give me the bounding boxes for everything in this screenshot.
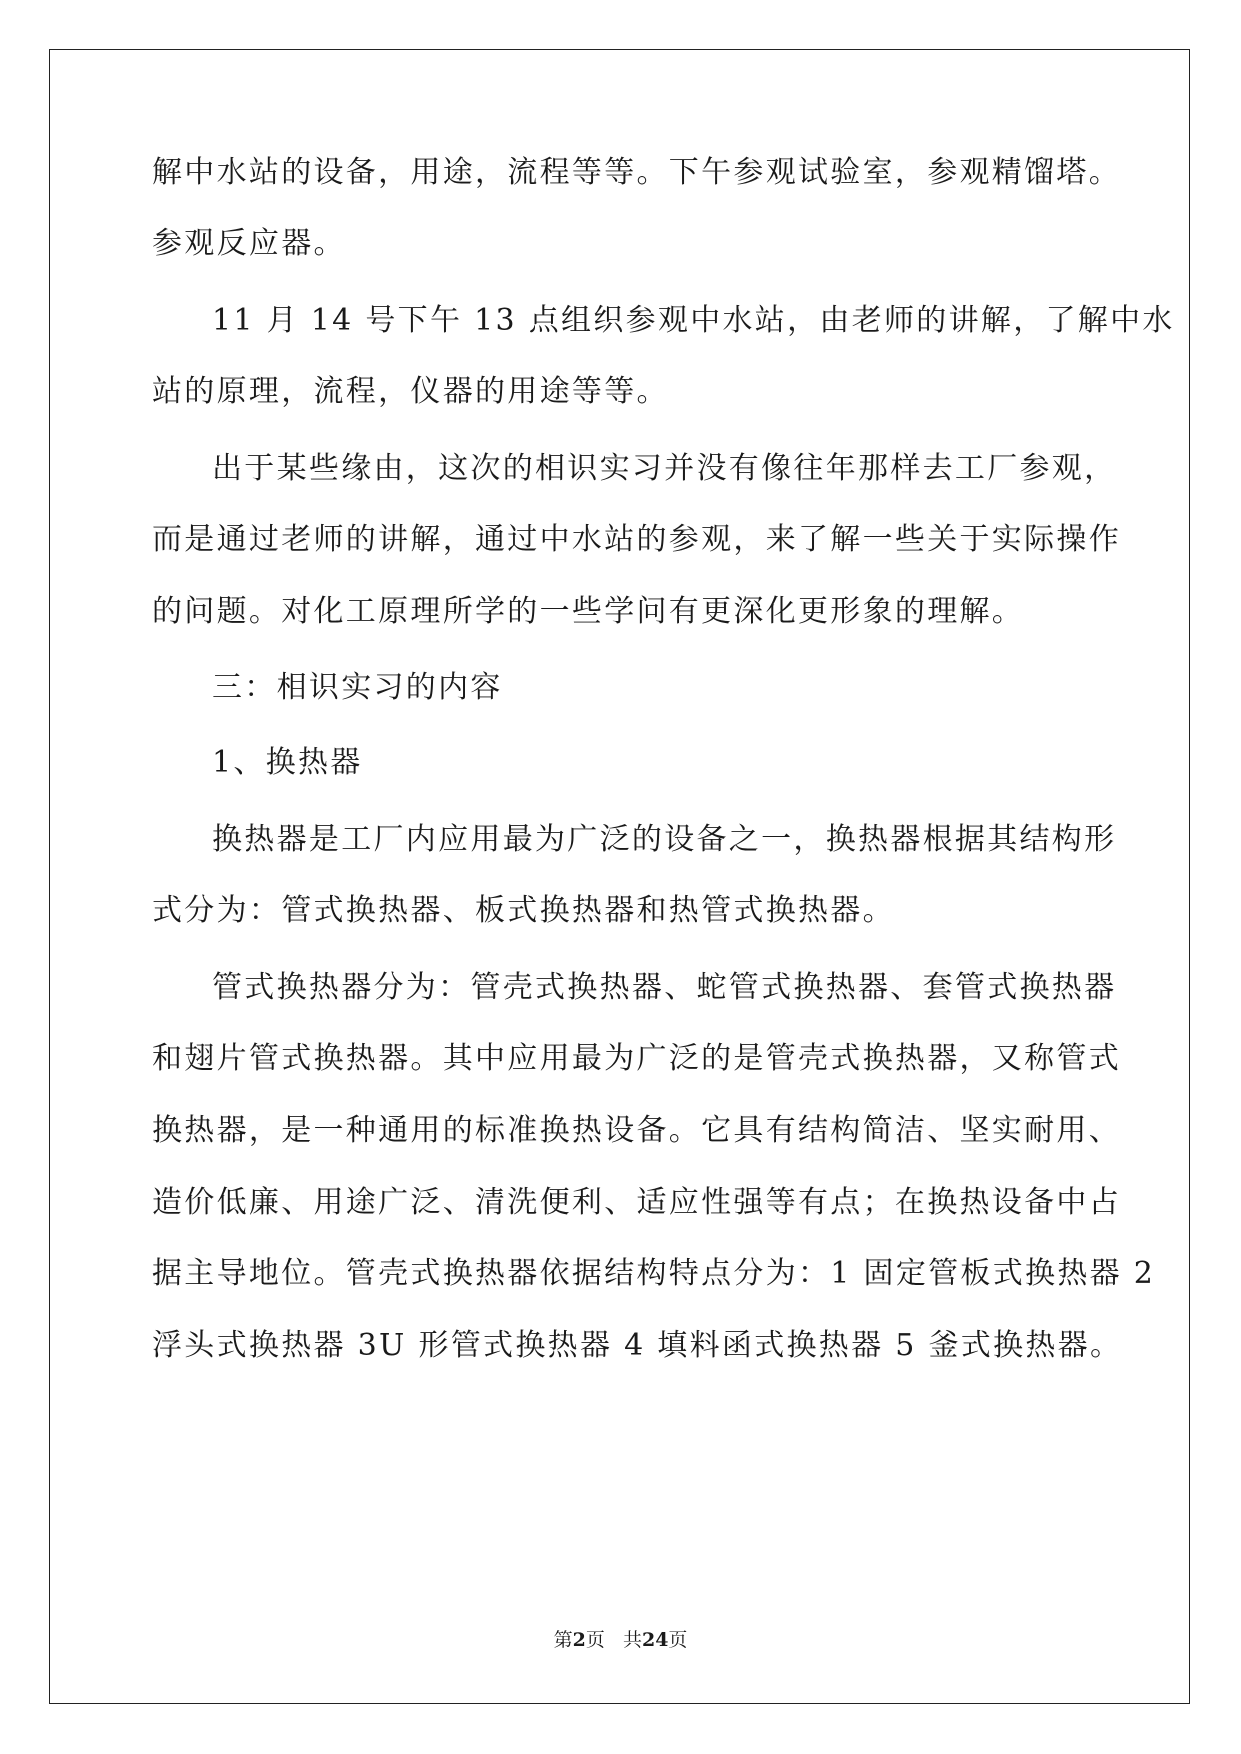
- text-line: 和翅片管式换热器。其中应用最为广泛的是管壳式换热器，又称管式: [152, 1041, 1121, 1076]
- page-number: 2: [572, 1629, 586, 1651]
- text-line: 解中水站的设备，用途，流程等等。下午参观试验室，参观精馏塔。: [152, 155, 1121, 190]
- section-heading: 三：相识实习的内容: [212, 670, 503, 705]
- text-line: 造价低廉、用途广泛、清洗便利、适应性强等有点；在换热设备中占: [152, 1185, 1121, 1220]
- total-pages: 24: [641, 1629, 669, 1651]
- text-line: 换热器，是一种通用的标准换热设备。它具有结构简洁、坚实耐用、: [152, 1113, 1121, 1148]
- footer-prefix: 第: [553, 1629, 573, 1651]
- text-line: 参观反应器。: [152, 226, 346, 261]
- footer-total-prefix: 共: [622, 1629, 642, 1651]
- footer-total-unit: 页: [668, 1629, 688, 1651]
- text-line: 换热器是工厂内应用最为广泛的设备之一，换热器根据其结构形: [212, 822, 1117, 857]
- text-line: 的问题。对化工原理所学的一些学问有更深化更形象的理解。: [152, 594, 1025, 629]
- text-line: 管式换热器分为：管壳式换热器、蛇管式换热器、套管式换热器: [212, 970, 1117, 1005]
- page-border: [49, 49, 1190, 1704]
- text-line: 浮头式换热器 3U 形管式换热器 4 填料函式换热器 5 釜式换热器。: [152, 1328, 1123, 1363]
- subsection-heading: 1、换热器: [212, 745, 363, 780]
- text-line: 式分为：管式换热器、板式换热器和热管式换热器。: [152, 893, 895, 928]
- text-line: 站的原理，流程，仪器的用途等等。: [152, 374, 669, 409]
- text-line: 据主导地位。管壳式换热器依据结构特点分为：1 固定管板式换热器 2: [152, 1256, 1156, 1291]
- page-footer: [0, 1629, 1241, 1651]
- text-line: 出于某些缘由，这次的相识实习并没有像往年那样去工厂参观，: [212, 451, 1117, 486]
- text-line: 而是通过老师的讲解，通过中水站的参观，来了解一些关于实际操作: [152, 522, 1121, 557]
- text-line: 11 月 14 号下午 13 点组织参观中水站，由老师的讲解，了解中水: [212, 303, 1175, 338]
- footer-page-unit: 页: [585, 1629, 605, 1651]
